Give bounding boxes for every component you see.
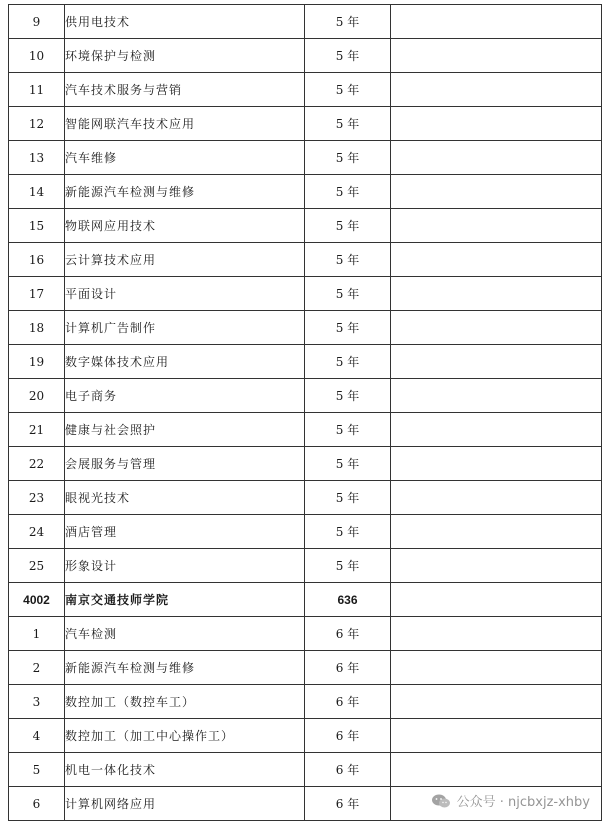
table-row: [9, 379, 602, 413]
study-years: 6 年: [305, 685, 391, 719]
study-years: 5 年: [305, 515, 391, 549]
table-row: [9, 39, 602, 73]
row-number: 20: [9, 379, 65, 413]
major-name: 机电一体化技术: [65, 753, 305, 787]
row-number: 21: [9, 413, 65, 447]
note-cell: [391, 719, 602, 753]
major-name: 数字媒体技术应用: [65, 345, 305, 379]
major-name: 汽车技术服务与营销: [65, 73, 305, 107]
major-name: 物联网应用技术: [65, 209, 305, 243]
row-number: 17: [9, 277, 65, 311]
note-cell: [391, 447, 602, 481]
row-number: 4: [9, 719, 65, 753]
table-body: [9, 5, 602, 821]
study-years: 5 年: [305, 209, 391, 243]
row-number: 2: [9, 651, 65, 685]
row-number: 14: [9, 175, 65, 209]
note-cell: [391, 209, 602, 243]
table-row: [9, 243, 602, 277]
row-number: 9: [9, 5, 65, 39]
study-years: 6 年: [305, 719, 391, 753]
study-years: 5 年: [305, 175, 391, 209]
study-years: 5 年: [305, 413, 391, 447]
major-name: 汽车检测: [65, 617, 305, 651]
study-years: 6 年: [305, 787, 391, 821]
note-cell: [391, 481, 602, 515]
major-name: 新能源汽车检测与维修: [65, 651, 305, 685]
note-cell: [391, 243, 602, 277]
major-name: 计算机广告制作: [65, 311, 305, 345]
table-row: [9, 413, 602, 447]
major-name: 电子商务: [65, 379, 305, 413]
table-row: [9, 515, 602, 549]
major-name: 云计算技术应用: [65, 243, 305, 277]
note-cell: [391, 515, 602, 549]
major-name: 酒店管理: [65, 515, 305, 549]
study-years: 5 年: [305, 345, 391, 379]
school-name: 南京交通技师学院: [65, 583, 305, 617]
table-row: [9, 447, 602, 481]
school-row: [9, 583, 602, 617]
note-cell: [391, 5, 602, 39]
study-years: 5 年: [305, 277, 391, 311]
table-row: [9, 209, 602, 243]
table-row: [9, 685, 602, 719]
table-row: [9, 5, 602, 39]
table-row: [9, 481, 602, 515]
note-cell: [391, 107, 602, 141]
study-years: 5 年: [305, 311, 391, 345]
major-name: 环境保护与检测: [65, 39, 305, 73]
major-name: 数控加工（数控车工）: [65, 685, 305, 719]
table-row: [9, 651, 602, 685]
table-row: [9, 719, 602, 753]
row-number: 3: [9, 685, 65, 719]
major-name: 眼视光技术: [65, 481, 305, 515]
major-name: 智能网联汽车技术应用: [65, 107, 305, 141]
school-quota: 636: [305, 583, 391, 617]
major-name: 新能源汽车检测与维修: [65, 175, 305, 209]
major-name: 数控加工（加工中心操作工）: [65, 719, 305, 753]
study-years: 6 年: [305, 753, 391, 787]
note-cell: [391, 651, 602, 685]
note-cell: [391, 345, 602, 379]
row-number: 18: [9, 311, 65, 345]
table-row: [9, 107, 602, 141]
row-number: 6: [9, 787, 65, 821]
row-number: 4002: [9, 583, 65, 617]
note-cell: [391, 617, 602, 651]
row-number: 1: [9, 617, 65, 651]
table-row: [9, 141, 602, 175]
row-number: 10: [9, 39, 65, 73]
study-years: 5 年: [305, 39, 391, 73]
note-cell: [391, 583, 602, 617]
watermark: [431, 791, 590, 810]
watermark-text: 公众号 · njcbxjz-xhby: [456, 795, 590, 810]
major-name: 平面设计: [65, 277, 305, 311]
study-years: 5 年: [305, 5, 391, 39]
study-years: 5 年: [305, 447, 391, 481]
note-cell: [391, 141, 602, 175]
note-cell: [391, 39, 602, 73]
note-cell: [391, 175, 602, 209]
note-cell: [391, 379, 602, 413]
note-cell: [391, 753, 602, 787]
row-number: 22: [9, 447, 65, 481]
row-number: 15: [9, 209, 65, 243]
table-row: [9, 753, 602, 787]
study-years: 5 年: [305, 73, 391, 107]
table-row: [9, 277, 602, 311]
row-number: 11: [9, 73, 65, 107]
table-row: [9, 73, 602, 107]
major-name: 汽车维修: [65, 141, 305, 175]
table-row: [9, 617, 602, 651]
study-years: 6 年: [305, 617, 391, 651]
row-number: 16: [9, 243, 65, 277]
table-row: [9, 549, 602, 583]
row-number: 23: [9, 481, 65, 515]
note-cell: [391, 311, 602, 345]
row-number: 25: [9, 549, 65, 583]
major-name: 形象设计: [65, 549, 305, 583]
study-years: 5 年: [305, 379, 391, 413]
row-number: 24: [9, 515, 65, 549]
note-cell: [391, 685, 602, 719]
note-cell: [391, 413, 602, 447]
study-years: 5 年: [305, 107, 391, 141]
note-cell: [391, 277, 602, 311]
study-years: 5 年: [305, 141, 391, 175]
note-cell: [391, 549, 602, 583]
major-name: 计算机网络应用: [65, 787, 305, 821]
table-row: [9, 175, 602, 209]
major-name: 健康与社会照护: [65, 413, 305, 447]
major-name: 供用电技术: [65, 5, 305, 39]
row-number: 5: [9, 753, 65, 787]
row-number: 19: [9, 345, 65, 379]
study-years: 6 年: [305, 651, 391, 685]
table-row: [9, 311, 602, 345]
study-years: 5 年: [305, 481, 391, 515]
study-years: 5 年: [305, 243, 391, 277]
study-years: 5 年: [305, 549, 391, 583]
enrollment-table: [8, 4, 602, 821]
table-row: [9, 345, 602, 379]
row-number: 13: [9, 141, 65, 175]
wechat-icon: [431, 793, 451, 809]
major-name: 会展服务与管理: [65, 447, 305, 481]
row-number: 12: [9, 107, 65, 141]
note-cell: [391, 73, 602, 107]
